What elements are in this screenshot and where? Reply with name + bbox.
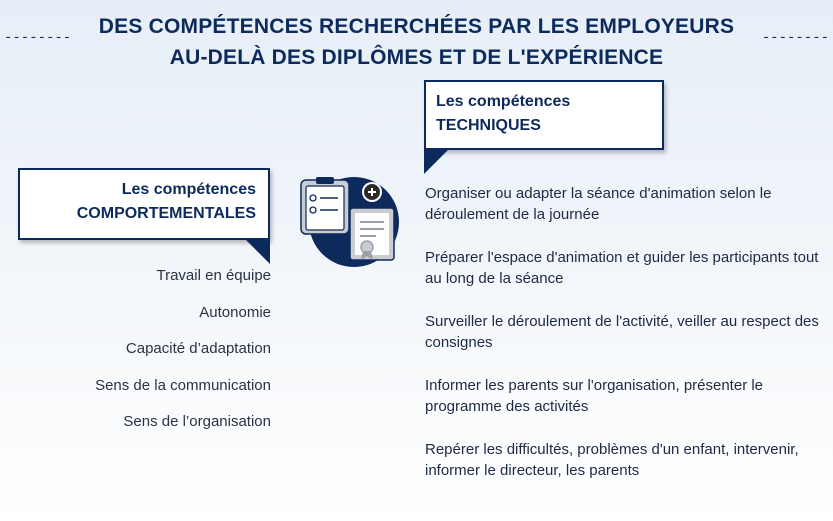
list-item: Informer les parents sur l'organisation, présenter le programme des activités (425, 377, 764, 415)
list-item: Autonomie (199, 303, 271, 321)
technical-heading-line-1: Les compétences (436, 93, 571, 110)
list-item: Capacité d’adaptation (125, 340, 271, 357)
title-dashes-left: -------- (4, 30, 72, 46)
title-line-2: AU-DELÀ DES DIPLÔMES ET DE L'EXPÉRIENCE (169, 46, 664, 69)
list-item: Sens de la communication (95, 376, 271, 394)
behavioral-skills-list (95, 266, 271, 449)
list-item: Surveiller le déroulement de l'activité, veiller au respect des consignes (425, 313, 819, 351)
technical-callout-tail (424, 150, 448, 174)
behavioral-callout-tail (246, 240, 270, 264)
list-item: Préparer l'espace d'animation et guider les participants tout au long de la séance (425, 249, 819, 287)
list-item: Organiser ou adapter la séance d'animation selon le déroulement de la journée (425, 185, 772, 223)
behavioral-skills-callout (18, 168, 270, 240)
title-dashes-right: -------- (761, 30, 829, 46)
behavioral-heading-line-1: Les compétences (121, 181, 256, 198)
checklist-certificate-icon (296, 176, 408, 268)
technical-skills-callout (424, 80, 664, 150)
list-item: Sens de l’organisation (123, 413, 271, 430)
technical-heading-line-2: TECHNIQUES (436, 117, 541, 134)
behavioral-heading-line-2: COMPORTEMENTALES (76, 205, 256, 222)
title-line-1: DES COMPÉTENCES RECHERCHÉES PAR LES EMPLOYEURS (98, 15, 735, 38)
list-item: Repérer les difficultés, problèmes d'un enfant, intervenir, informer le directeur, les parents (425, 441, 799, 479)
page-title (0, 11, 833, 73)
list-item: Travail en équipe (156, 267, 271, 284)
technical-skills-list (425, 183, 825, 503)
